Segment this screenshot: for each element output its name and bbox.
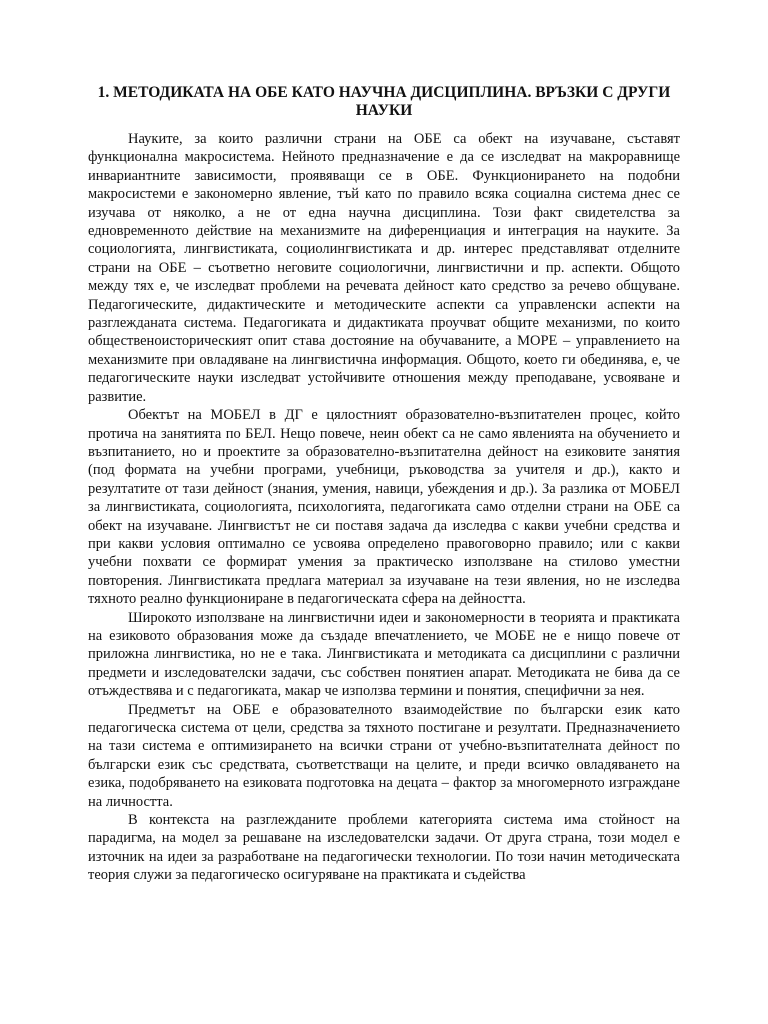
paragraph: Обектът на МОБЕЛ в ДГ е цялостният образователно-възпитателен процес, който протича на занятията по БЕЛ. Нещо повече, неин обект са не само явленията на обучението и възпитанието, но и проектите за образователно-възпитателна дейност на езиковите занятия (под формата на учебни програми, учебници, ръководства за учителя и др.), както и резултатите от тази дейност (знания, умения, навици, убеждения и др.). За разлика от МОБЕЛ за лингвистиката, социологията, психологията, педагогиката само отделни страни на ОБЕ са обект на изучаване. Лингвистът не си поставя задача да изследва с какви учебни средства и при какви условия оптимално се усвоява определено правоговорно правило; или с какви учебни похвати се формират умения за практическо използване на стилово уместни повторения. Лингвистиката предлага материал за изучаване на тези явления, но не изследва тяхното реално функциониране в педагогическата сфера на дейността. xyxy=(88,407,680,608)
paragraph: Науките, за които различни страни на ОБЕ са обект на изучаване, съставят функционална макросистема. Нейното предназначение е да се изследват на макроравнище инвариантните зависимости, проявяващи се в ОБЕ. Функционирането на подобни макросистеми е закономерно явление, тъй като по правило всяка социална система днес се изучава от няколко, а не от една научна дисциплина. Този факт свидетелства за едновременното действие на механизмите на диференциация и интеграция на науките. За социологията, лингвистиката, социолингвистиката и др. интерес представляват отделните страни на ОБЕ – съответно неговите социологични, лингвистични и пр. аспекти. Общото между тях е, че изследват проблеми на речевата дейност като средство за речево общуване. Педагогическите, дидактическите и методическите аспекти са управленски аспекти на разглежданата система. Педагогиката и дидактиката проучват общите механизми, по които общественоисторическият опит става достояние на обучаваните, а МОРЕ – управлението на механизмите при овладяване на лингвистична информация. Общото, което ги обединява, е, че педагогическите науки изследват устойчивите отношения между преподаване, усвояване и развитие. xyxy=(88,131,680,405)
document-title: 1. МЕТОДИКАТА НА ОБЕ КАТО НАУЧНА ДИСЦИПЛИНА. ВРЪЗКИ С ДРУГИ НАУКИ xyxy=(97,84,671,119)
paragraph: Предметът на ОБЕ е образователното взаимодействие по български език като педагогическа система от цели, средства за тяхното постигане и резултати. Предназначението на тази система е оптимизирането на всички страни от учебно-възпитателната дейност по български език със средствата, съответстващи на целите, и преди всичко овладяването на езика, подобряването на езиковата подготовка на децата – фактор за многомерното изграждане на личността. xyxy=(88,701,680,810)
paragraph: Широкото използване на лингвистични идеи и закономерности в теорията и практиката на езиковото образования може да създаде впечатлението, че МОБЕ не е нищо повече от приложна лингвистика, но не е така. Лингвистиката и методиката са дисциплини с различни предмети и изследователски задачи, със собствен понятиен апарат. Методиката не бива да се отъждествява и с педагогиката, макар че използва термини и понятия, специфични за нея. xyxy=(88,609,680,700)
paragraph: В контекста на разглежданите проблеми категорията система има стойност на парадигма, на модел за решаване на изследователски задачи. От друга страна, този модел е източник на идеи за разработване на педагогически технологии. По този начин методическата теория служи за педагогическо осигуряване на практиката и съдейства xyxy=(88,812,680,884)
